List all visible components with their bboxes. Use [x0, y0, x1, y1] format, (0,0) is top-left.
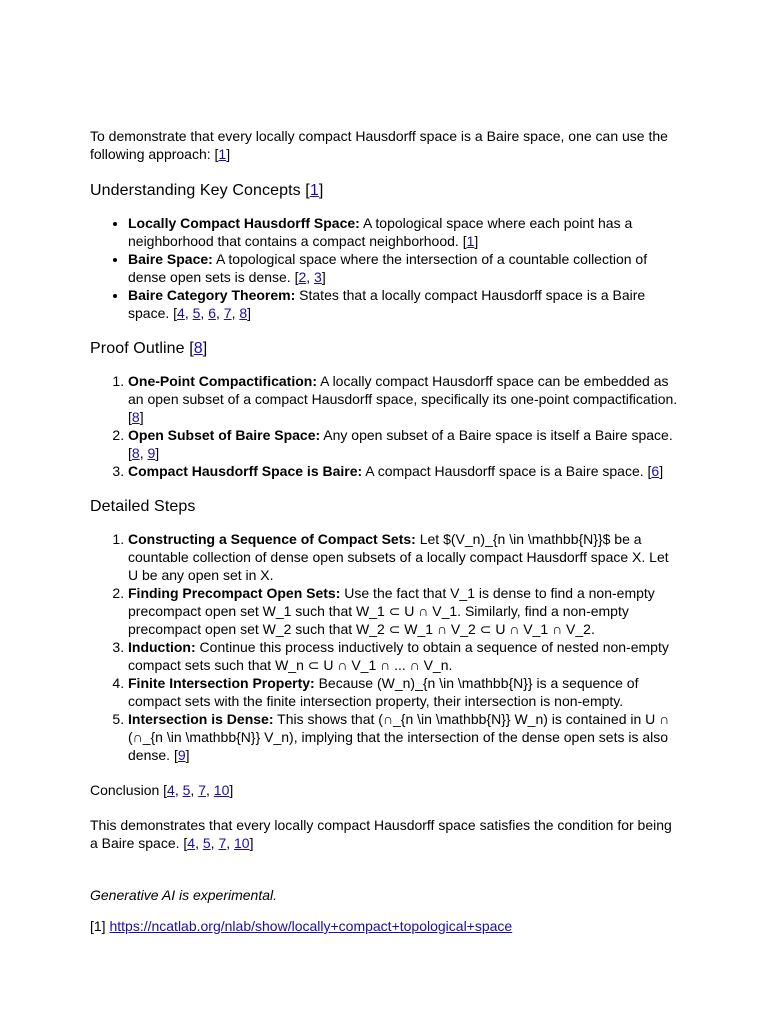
citation-link[interactable]: 5: [202, 835, 211, 851]
text: Conclusion: [90, 782, 164, 798]
list-item-term: Constructing a Sequence of Compact Sets:: [128, 531, 416, 547]
citation-link[interactable]: 7: [223, 305, 232, 321]
document-body: [90, 127, 680, 935]
disclaimer-note: Generative AI is experimental.: [90, 887, 278, 903]
list-item-description: Because (W_n)_{n \in \mathbb{N}} is a sequence of compact sets with the finite intersection property, their intersection is non-empty.: [128, 675, 639, 709]
list-item: [128, 638, 680, 674]
citation-link[interactable]: 8: [239, 305, 248, 321]
list-item: [128, 530, 680, 584]
footnote-label: [1]: [90, 918, 110, 934]
footnote-link[interactable]: https://ncatlab.org/nlab/show/locally+compact+topological+space: [109, 918, 513, 934]
citation-link[interactable]: 1: [218, 146, 227, 162]
citation-link[interactable]: 10: [213, 782, 230, 798]
key-concepts-list: [90, 214, 680, 322]
list-item-term: Finding Precompact Open Sets:: [128, 585, 341, 601]
detailed-steps-heading: Detailed Steps: [90, 498, 196, 515]
list-item-description: Use the fact that V_1 is dense to find a non-empty precompact open set W_1 such that W_1 ⊂ U ∩ V_1. Similarly, find a non-empty precompact open set W_2 such that W_2 ⊂ W_1 ∩ V_2 ⊂ U ∩ V_1 ∩ V_2.: [128, 585, 655, 637]
citation-link[interactable]: 2: [298, 269, 307, 285]
citation-link[interactable]: 4: [187, 835, 196, 851]
proof-outline-heading: Proof Outline [8]: [90, 340, 208, 357]
citation-link[interactable]: 3: [314, 269, 322, 285]
key-concepts-heading: Understanding Key Concepts [1]: [90, 182, 324, 199]
intro-paragraph: To demonstrate that every locally compact Hausdorff space is a Baire space, one can use the following approach: [1]: [90, 128, 668, 162]
citation-link[interactable]: 6: [208, 305, 216, 321]
footnote: [90, 917, 680, 935]
citation-link[interactable]: 5: [192, 305, 201, 321]
summary-paragraph: This demonstrates that every locally compact Hausdorff space satisfies the condition for being a Baire space. [4, 5, 7, 10]: [90, 817, 672, 851]
citation-link[interactable]: 7: [218, 835, 227, 851]
list-item: 5. Intersection is Dense: This shows that (∩_{n \in \mathbb{N}} W_n) is contained in U ∩ (∩_{n \in \mathbb{N}} V_n), implying that the intersection of the dense open sets is also dense. [9]: [128, 710, 680, 764]
list-item-term: Intersection is Dense:: [128, 711, 274, 727]
citation-link[interactable]: 7: [198, 782, 206, 798]
text: Proof Outline: [90, 340, 190, 357]
list-item: [128, 584, 680, 638]
citation-link[interactable]: 4: [177, 305, 185, 321]
list-item: 3. Compact Hausdorff Space is Baire: A compact Hausdorff space is a Baire space. [6]: [128, 462, 680, 480]
list-item-term: Compact Hausdorff Space is Baire:: [128, 463, 363, 479]
list-item: • Locally Compact Hausdorff Space: A topological space where each point has a neighborhood that contains a compact neighborhood. [1]: [128, 214, 680, 250]
citation-link[interactable]: 5: [182, 782, 191, 798]
list-item-description: Any open subset of a Baire space is itself a Baire space.: [320, 427, 673, 443]
list-item-description: States that a locally compact Hausdorff space is a Baire space.: [128, 287, 646, 321]
list-item-description: Let $(V_n)_{n \in \mathbb{N}}$ be a countable collection of dense open subsets of a locally compact Hausdorff space X. Let U be any open set in X.: [128, 531, 669, 583]
text: This demonstrates that every locally compact Hausdorff space satisfies the condition for being a Baire space.: [90, 817, 672, 851]
citation-link[interactable]: 9: [147, 445, 156, 461]
citation-link[interactable]: 4: [167, 782, 175, 798]
citation-link[interactable]: 1: [466, 233, 475, 249]
citation-link[interactable]: 10: [234, 835, 250, 851]
list-item-description: This shows that (∩_{n \in \mathbb{N}} W_n) is contained in U ∩ (∩_{n \in \mathbb{N}} V_n), implying that the intersection of the dense open sets is also dense.: [128, 711, 670, 763]
citation-link[interactable]: 8: [131, 445, 140, 461]
list-item-description: A topological space where each point has a neighborhood that contains a compact neighborhood.: [128, 215, 633, 249]
citation-link[interactable]: 6: [651, 463, 660, 479]
list-item: • Baire Space: A topological space where the intersection of a countable collection of dense open sets is dense. [2, 3]: [128, 250, 680, 286]
list-item-description: A compact Hausdorff space is a Baire space.: [362, 463, 648, 479]
list-item: [128, 674, 680, 710]
list-item-term: Baire Space:: [128, 251, 213, 267]
list-item-term: Baire Category Theorem:: [128, 287, 296, 303]
citation-link[interactable]: 9: [177, 747, 186, 763]
detailed-steps-list: [90, 530, 680, 764]
list-item: 1. One-Point Compactification: A locally compact Hausdorff space can be embedded as an open subset of a compact Hausdorff space, specifically its one-point compactification. [8]: [128, 372, 680, 426]
conclusion-label: Conclusion [4, 5, 7, 10]: [90, 782, 234, 798]
citation-link[interactable]: 8: [131, 409, 140, 425]
list-item-term: One-Point Compactification:: [128, 373, 317, 389]
text: To demonstrate that every locally compact Hausdorff space is a Baire space, one can use the following approach:: [90, 128, 668, 162]
text: Understanding Key Concepts: [90, 182, 306, 199]
list-item-term: Finite Intersection Property:: [128, 675, 315, 691]
list-item-term: Locally Compact Hausdorff Space:: [128, 215, 360, 231]
proof-outline-list: [90, 372, 680, 480]
list-item-description: A locally compact Hausdorff space can be embedded as an open subset of a compact Hausdorff space, specifically its one-point compactification.: [128, 373, 678, 407]
list-item-term: Open Subset of Baire Space:: [128, 427, 321, 443]
citation-link[interactable]: 8: [193, 340, 203, 357]
list-item-description: A topological space where the intersection of a countable collection of dense open sets is dense.: [128, 251, 648, 285]
list-item-description: Continue this process inductively to obtain a sequence of nested non-empty compact sets such that W_n ⊂ U ∩ V_1 ∩ ... ∩ V_n.: [128, 639, 669, 673]
citation-link[interactable]: 1: [309, 182, 319, 199]
list-item: • Baire Category Theorem: States that a locally compact Hausdorff space is a Baire space. [4, 5, 6, 7, 8]: [128, 286, 680, 322]
list-item-term: Induction:: [128, 639, 196, 655]
list-item: 2. Open Subset of Baire Space: Any open subset of a Baire space is itself a Baire space. [8, 9]: [128, 426, 680, 462]
